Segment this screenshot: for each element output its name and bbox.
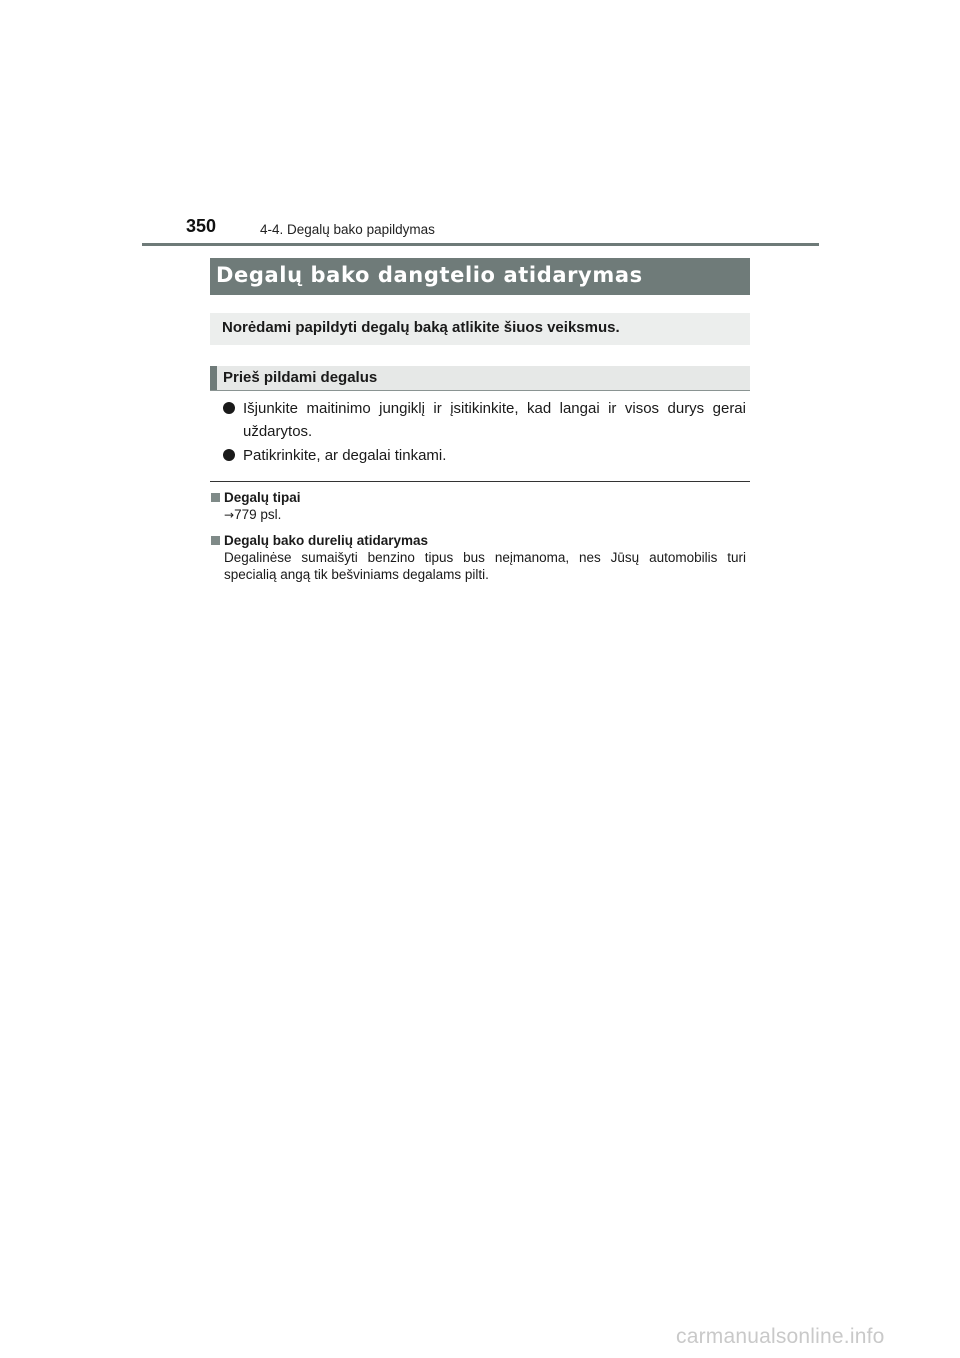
chapter-title: 4-4. Degalų bako papildymas [260,222,435,237]
notes-divider [210,481,750,482]
intro-text: Norėdami papildyti degalų baką atlikite šiuos veiksmus. [222,319,620,336]
bullet-icon [223,402,235,414]
note-fuel-types [210,489,746,524]
list-item [222,444,746,467]
note-title-text: Degalų tipai [224,490,301,505]
bullet-icon [223,449,235,461]
subsection-accent-bar [210,366,217,390]
note-body: Degalinėse sumaišyti benzino tipus bus neįmanoma, nes Jūsų automobilis turi specialią angą tik bešviniams degalams pilti. [224,550,746,582]
section-title: Degalų bako dangtelio atidarymas [216,263,643,287]
note-title [210,532,746,549]
section-banner [210,258,750,295]
list-item [222,397,746,443]
intro-box [210,313,750,345]
subsection-header [210,366,750,391]
note-body [210,506,746,524]
bullet-list [222,397,746,468]
page-reference-link[interactable]: 779 psl. [234,507,282,522]
arrow-icon: → [224,508,235,522]
square-bullet-icon [211,493,220,502]
list-item-text: Išjunkite maitinimo jungiklį ir įsitikinkite, kad langai ir visos durys gerai uždarytos. [243,400,746,440]
watermark[interactable]: carmanualsonline.info [676,1325,885,1348]
page-number: 350 [186,216,217,236]
list-item-text: Patikrinkite, ar degalai tinkami. [243,447,447,464]
subsection-title: Prieš pildami degalus [223,369,378,386]
note-title-text: Degalų bako durelių atidarymas [224,533,429,548]
note-title [210,489,746,506]
note-fuel-door [210,532,746,583]
header-rule [142,243,819,246]
square-bullet-icon [211,536,220,545]
